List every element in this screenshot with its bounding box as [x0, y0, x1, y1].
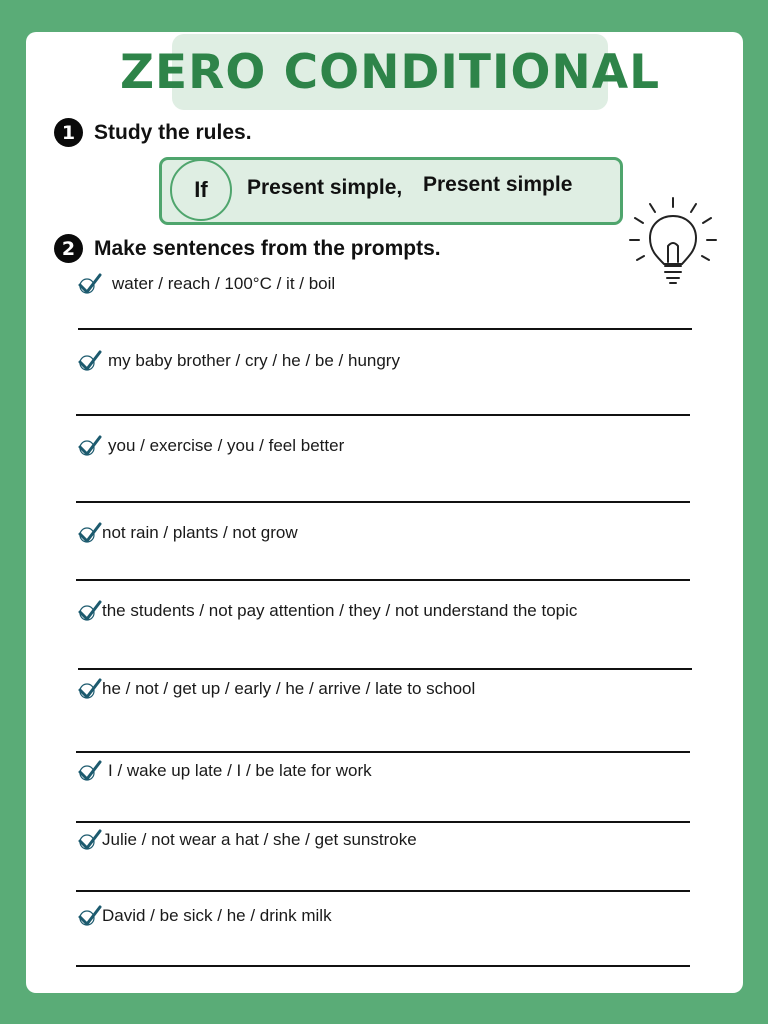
checkmark-icon — [78, 435, 102, 457]
checkmark-icon — [78, 829, 102, 851]
answer-line[interactable] — [78, 668, 692, 670]
prompt-item — [78, 905, 332, 927]
rule-box — [159, 157, 623, 225]
prompt-text: Julie / not wear a hat / she / get sunstroke — [102, 830, 417, 849]
prompt-text: the students / not pay attention / they / not understand the topic — [102, 601, 578, 620]
step-number-icon: 1 — [54, 118, 83, 147]
checkmark-icon — [78, 678, 102, 700]
prompt-text: he / not / get up / early / he / arrive / late to school — [102, 679, 476, 698]
if-label: If — [170, 159, 232, 221]
prompt-item — [78, 678, 475, 700]
checkmark-icon — [78, 273, 102, 295]
step-2 — [54, 234, 441, 263]
prompt-text: David / be sick / he / drink milk — [102, 906, 332, 925]
title-banner — [119, 34, 661, 110]
step-instruction: Study the rules. — [94, 120, 252, 144]
worksheet — [26, 32, 743, 993]
answer-line[interactable] — [76, 821, 690, 823]
prompt-item — [78, 273, 335, 295]
prompt-item — [78, 350, 400, 372]
lightbulb-icon — [626, 194, 722, 294]
prompt-item — [78, 435, 344, 457]
checkmark-icon — [78, 760, 102, 782]
step-number-icon: 2 — [54, 234, 83, 263]
rule-clause-2: Present simple — [423, 173, 573, 196]
answer-line[interactable] — [76, 965, 690, 967]
answer-line[interactable] — [76, 414, 690, 416]
step-1 — [54, 118, 252, 147]
prompt-item — [78, 522, 298, 544]
rule-clause-1: Present simple, — [247, 176, 403, 199]
prompt-text: I / wake up late / I / be late for work — [108, 761, 372, 780]
page-title: ZERO CONDITIONAL — [119, 44, 661, 100]
checkmark-icon — [78, 600, 102, 622]
answer-line[interactable] — [76, 751, 690, 753]
step-instruction: Make sentences from the prompts. — [94, 236, 441, 260]
answer-line[interactable] — [76, 579, 690, 581]
answer-line[interactable] — [76, 890, 690, 892]
checkmark-icon — [78, 522, 102, 544]
checkmark-icon — [78, 350, 102, 372]
prompt-item — [78, 760, 372, 782]
answer-line[interactable] — [78, 328, 692, 330]
prompt-item — [78, 600, 577, 622]
prompt-text: not rain / plants / not grow — [102, 523, 298, 542]
checkmark-icon — [78, 905, 102, 927]
prompt-text: you / exercise / you / feel better — [108, 436, 345, 455]
prompt-text: my baby brother / cry / he / be / hungry — [108, 351, 400, 370]
prompt-text: water / reach / 100°C / it / boil — [112, 274, 336, 293]
prompt-item — [78, 829, 417, 851]
answer-line[interactable] — [76, 501, 690, 503]
